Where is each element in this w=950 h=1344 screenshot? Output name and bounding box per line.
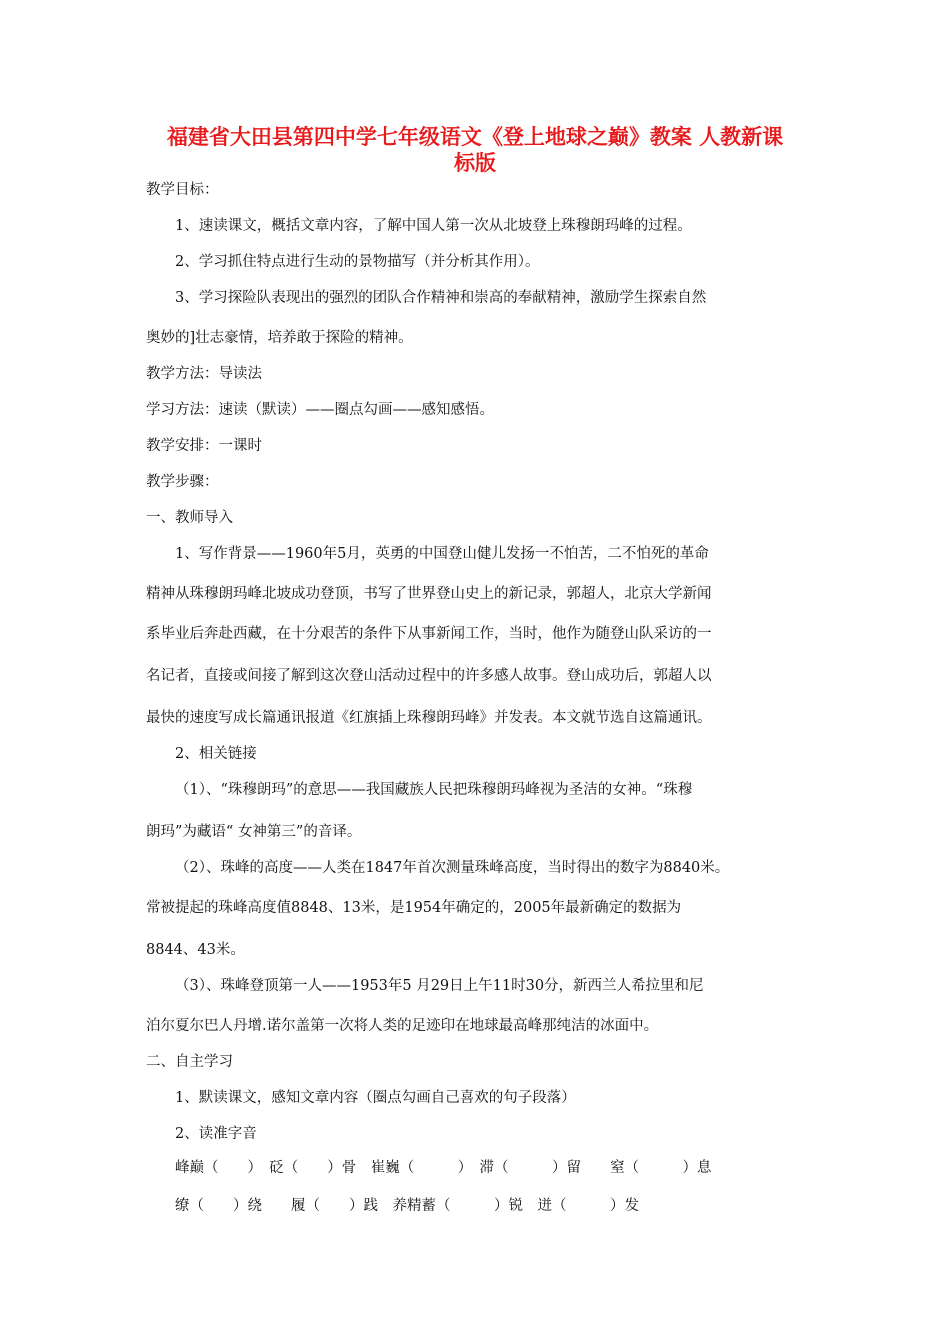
background-paragraph-line: 系毕业后奔赴西藏，在十分艰苦的条件下从事新闻工作，当时，他作为随登山队采访的一 [146,626,712,642]
teaching-schedule: 教学安排：一课时 [146,438,262,454]
section-heading-objectives: 教学目标： [146,182,219,198]
related-links-heading: 2、相关链接 [175,746,257,762]
background-paragraph-line: 最快的速度写成长篇通讯报道《红旗插上珠穆朗玛峰》并发表。本文就节选自这篇通讯。 [146,710,712,726]
background-paragraph-line: 名记者，直接或间接了解到这次登山活动过程中的许多感人故事。登山成功后，郭超人以 [146,668,712,684]
objective-1: 1、速读课文，概括文章内容，了解中国人第一次从北坡登上珠穆朗玛峰的过程。 [175,218,692,234]
objective-3: 3、学习探险队表现出的强烈的团队合作精神和崇高的奉献精神，激励学生探索自然 [175,290,707,306]
objective-2: 2、学习抓住特点进行生动的景物描写（并分析其作用）。 [175,254,540,270]
link-item-2-line: 8844、43米。 [146,942,245,958]
objective-3-continued: 奥妙的]壮志豪情，培养敢于探险的精神。 [146,330,413,346]
document-title-line-2: 标版 [454,150,496,175]
learning-method: 学习方法：速读（默读）——圈点勾画——感知感悟。 [146,402,494,418]
self-study-item-2: 2、读准字音 [175,1126,257,1142]
link-item-3-line: （3）、珠峰登顶第一人——1953年5 月29日上午11时30分，新西兰人希拉里和尼 [175,978,704,994]
document-title-line-1: 福建省大田县第四中学七年级语文《登上地球之巅》教案 人教新课 [166,124,784,149]
link-item-1-line: 朗玛”为藏语“ 女神第三”的音译。 [146,824,362,840]
self-study-item-1: 1、默读课文，感知文章内容（圈点勾画自己喜欢的句子段落） [175,1090,576,1106]
link-item-2-line: 常被提起的珠峰高度值8848、13米，是1954年确定的，2005年最新确定的数据为 [146,900,682,916]
link-item-1-line: （1）、“珠穆朗玛”的意思——我国藏族人民把珠穆朗玛峰视为圣洁的女神。“珠穆 [175,782,693,798]
link-item-3-line: 泊尔夏尔巴人丹增.诺尔盖第一次将人类的足迹印在地球最高峰那纯洁的冰面中。 [146,1018,659,1034]
background-paragraph-line: 精神从珠穆朗玛峰北坡成功登顶，书写了世界登山史上的新记录，郭超人，北京大学新闻 [146,586,712,602]
pronunciation-row-1: 峰巅（ ） 砭（ ）骨 崔巍（ ） 滞（ ）留 窒（ ）息 [175,1160,712,1176]
link-item-2-line: （2）、珠峰的高度——人类在1847年首次测量珠峰高度，当时得出的数字为8840米。 [175,860,730,876]
background-paragraph-line: 1、写作背景——1960年5月，英勇的中国登山健儿发扬一不怕苦，二不怕死的革命 [175,546,709,562]
pronunciation-row-2: 缭（ ）绕 履（ ）践 养精蓄（ ）锐 迸（ ）发 [175,1198,639,1214]
section-heading-steps: 教学步骤： [146,474,219,490]
section-heading-self-study: 二、自主学习 [146,1054,233,1070]
teaching-method: 教学方法：导读法 [146,366,262,382]
section-heading-teacher-intro: 一、教师导入 [146,510,233,526]
